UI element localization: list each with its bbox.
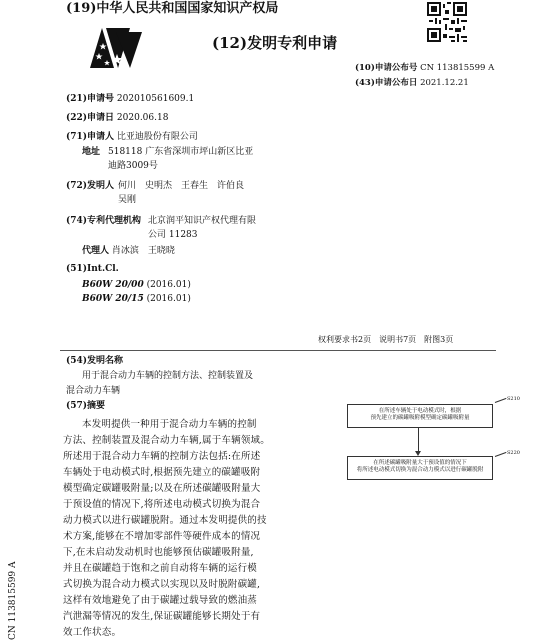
qr-code xyxy=(427,2,467,42)
abstract-line: 方法、控制装置及混合动力车辆,属于车辆领域。 xyxy=(63,435,270,446)
step-ref-s210: S210 xyxy=(507,396,520,402)
agency-line-2: 公司 11283 xyxy=(148,230,198,240)
application-number: (21)申请号 202010561609.1 xyxy=(66,94,195,104)
abstract-line: 所述用于混合动力车辆的控制方法包括:在所述 xyxy=(63,451,261,462)
address-line-2: 迪路3009号 xyxy=(108,161,158,171)
inventors-line-1: 何川 史明杰 王春生 许伯良 xyxy=(118,181,245,191)
step-ref-s220: S220 xyxy=(507,450,520,456)
abstract-line: 汽泄漏等情况的发生,保证碳罐能够长期处于有 xyxy=(63,611,261,622)
cnipa-logo xyxy=(86,24,146,72)
issuing-authority: (19)中华人民共和国国家知识产权局 xyxy=(66,1,279,16)
abstract-line: 车辆处于电动模式时,根据预先建立的碳罐吸附 xyxy=(63,467,261,478)
ipc-classification-2: B60W 20/15 (2016.01) xyxy=(82,294,191,304)
abstract-line: 术方案,能够在不增加零部件等硬件成本的情况 xyxy=(63,531,261,542)
publication-number: (10)申请公布号 CN 113815599 A xyxy=(355,63,495,73)
agency-line-1: 北京润平知识产权代理有限 xyxy=(148,216,257,226)
invention-title-line-2: 混合动力车辆 xyxy=(66,386,121,396)
abstract-line: 本发明提供一种用于混合动力车辆的控制 xyxy=(82,419,257,430)
abstract-line: 下,在未启动发动机时也能够预估碳罐吸附量, xyxy=(63,547,254,558)
address-label: 地址 xyxy=(82,147,101,157)
leader-line-s210 xyxy=(495,398,507,403)
filing-date: (22)申请日 2020.06.18 xyxy=(66,113,169,123)
page-count: 权利要求书2页 说明书7页 附图3页 xyxy=(318,335,454,344)
side-publication-number: CN 113815599 A xyxy=(8,561,18,640)
invention-title-label: (54)发明名称 xyxy=(66,356,124,366)
document-type: (12)发明专利申请 xyxy=(212,34,338,52)
applicant: (71)申请人 比亚迪股份有限公司 xyxy=(66,132,198,142)
abstract-line: 效工作状态。 xyxy=(63,627,122,638)
int-cl-label: (51)Int.Cl. xyxy=(66,264,119,274)
abstract-line: 模型确定碳罐吸附量;以及在所述碳罐吸附量大 xyxy=(63,483,261,494)
flow-arrow-line xyxy=(418,427,419,453)
inventors-label: (72)发明人 xyxy=(66,181,115,191)
agents: 代理人 肖冰滨 王晓晓 xyxy=(82,246,175,256)
abstract-line: 动力模式以进行碳罐脱附。通过本发明提供的技 xyxy=(63,515,267,526)
publication-date: (43)申请公布日 2021.12.21 xyxy=(355,78,469,88)
ipc-classification-1: B60W 20/00 (2016.01) xyxy=(82,280,191,290)
flow-step-s210: 在所述车辆处于电动模式时，根据 预先建立的碳罐吸附模型确定碳罐吸附量 xyxy=(347,404,493,428)
abstract-line: 这样有效地避免了由于碳罐过载导致的燃油蒸 xyxy=(63,595,258,606)
invention-title-line-1: 用于混合动力车辆的控制方法、控制装置及 xyxy=(82,371,254,381)
leader-line-s220 xyxy=(495,452,507,457)
agency-label: (74)专利代理机构 xyxy=(66,216,142,226)
flow-step-s220: 在所述碳罐吸附量大于预设值的情况下 将所述电动模式切换为混合动力模式以进行碳罐脱附 xyxy=(347,456,493,480)
inventors-line-2: 吴刚 xyxy=(118,195,137,205)
abstract-line: 式切换为混合动力模式以实现以及时脱附碳罐, xyxy=(63,579,261,590)
abstract-line: 并且在碳罐趋于饱和之前自动将车辆的运行模 xyxy=(63,563,258,574)
abstract-line: 于预设值的情况下,将所述电动模式切换为混合 xyxy=(63,499,261,510)
section-divider xyxy=(60,350,496,351)
address-line-1: 518118 广东省深圳市坪山新区比亚 xyxy=(108,147,254,157)
abstract-label: (57)摘要 xyxy=(66,401,106,411)
